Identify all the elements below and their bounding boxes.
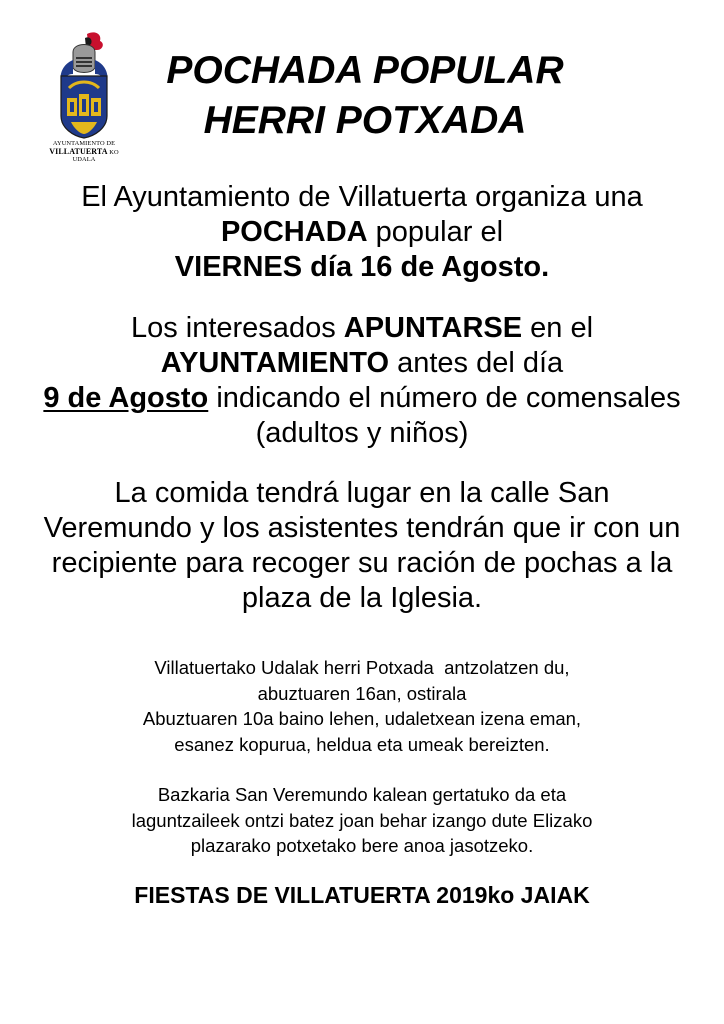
basque-p1-line-2: abuztuaren 16an, ostirala	[257, 682, 467, 704]
announcement-text-1: El Ayuntamiento de Villatuerta organiza una	[81, 181, 643, 213]
page-title	[120, 46, 610, 146]
registration-bold-ayuntamiento: AYUNTAMIENTO	[160, 347, 390, 379]
registration-bold-apuntarse: APUNTARSE	[343, 312, 523, 344]
registration-text-1: Los interesados	[130, 312, 344, 344]
location-paragraph: La comida tendrá lugar en la calle San Veremundo y los asistentes tendrán que ir con un recipiente para recoger su ración de pochas a la plaza de la Iglesia.	[43, 477, 681, 614]
announcement-text-2: popular el	[367, 216, 504, 248]
logo-caption	[44, 140, 124, 164]
announcement-paragraph	[40, 180, 684, 285]
basque-paragraph-2	[50, 782, 674, 859]
registration-deadline-date: 9 de Agosto	[43, 382, 209, 414]
registration-text-4: indicando el número de comensales (adultos y niños)	[208, 382, 681, 449]
registration-paragraph	[40, 311, 684, 451]
title-line-2: HERRI POTXADA	[203, 99, 527, 142]
basque-p2-line-3: plazarako potxetako bere anoa jasotzeko.	[190, 835, 534, 856]
logo-caption-suffix: KO	[109, 148, 119, 156]
basque-p1-line-4: esanez kopurua, heldua eta umeak bereizten.	[174, 733, 550, 755]
registration-text-2: en el	[522, 312, 594, 344]
logo-caption-line3: UDALA	[72, 156, 96, 163]
logo-caption-line2: VILLATUERTA	[49, 146, 108, 156]
footer-fiestas: FIESTAS DE VILLATUERTA 2019ko JAIAK	[134, 882, 590, 908]
title-line-1: POCHADA POPULAR	[166, 49, 564, 92]
announcement-bold-pochada: POCHADA	[220, 216, 368, 248]
basque-p2-line-1: Bazkaria San Veremundo kalean gertatuko da eta	[157, 784, 567, 805]
basque-paragraph-1	[50, 655, 674, 757]
basque-p1-line-3: Abuztuaren 10a baino lehen, udaletxean izena eman,	[142, 708, 582, 729]
logo-caption-line1: AYUNTAMIENTO DE	[52, 140, 116, 147]
coat-of-arms-icon	[55, 30, 113, 140]
announcement-bold-date: VIERNES día 16 de Agosto.	[174, 251, 550, 283]
basque-p1-line-1: Villatuertako Udalak herri Potxada antzolatzen du,	[154, 657, 570, 678]
registration-text-3: antes del día	[389, 347, 564, 379]
basque-p2-line-2: laguntzaileek ontzi batez joan behar izango dute Elizako	[131, 809, 593, 831]
coat-of-arms-logo	[44, 30, 124, 175]
